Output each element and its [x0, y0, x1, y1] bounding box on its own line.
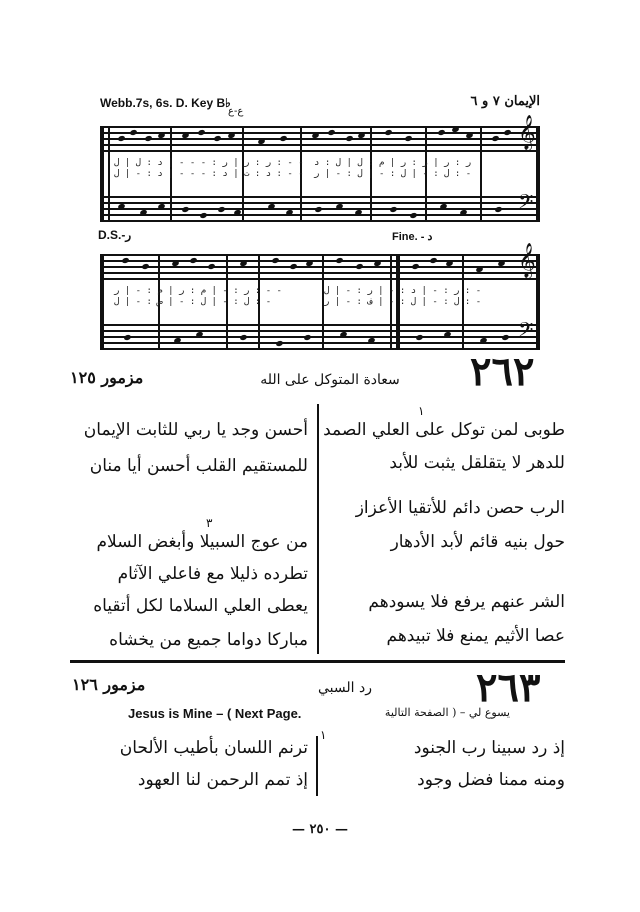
hymn-number: ٢٦٣: [476, 664, 541, 711]
solfa-line: ر : ر | ر : ر | م : ل | ل : د: [314, 158, 472, 168]
music-system-2: [100, 244, 540, 354]
solfa-line: ل : - | ل : - | ص : - | ل : -: [114, 297, 272, 307]
stanza-number: ١: [320, 728, 327, 742]
verse-line: أحسن وجد يا ربي للثابت الإيمان: [83, 420, 308, 440]
verse-line: ومنه ممنا فضل وجود: [417, 770, 565, 790]
column-divider: [317, 404, 319, 654]
verse-line: طوبى لمن توكل على العلي الصمد: [323, 420, 565, 440]
bass-clef-icon: 𝄢: [518, 318, 534, 346]
tune-meter-header: Webb.7s, 6s. D. Key B♭: [100, 96, 231, 110]
verse-line: للدهر لا يتقلقل يثبت للأبد: [389, 453, 565, 473]
verse-line: إذ رد سبينا رب الجنود: [413, 738, 565, 758]
page-number: — ٢٥٠ —: [291, 822, 348, 837]
section-divider: [70, 660, 565, 663]
solfa-line: ر : ر | ر : - - - | د : ل | ل : - -: [114, 158, 304, 168]
verse-line: للمستقيم القلب أحسن أيا منان: [89, 456, 308, 476]
column-divider: [316, 736, 318, 796]
verse-line: مباركا دواما جميع من يخشاه: [109, 630, 308, 650]
tune-reference-english: Jesus is Mine – ( Next Page.: [128, 706, 302, 721]
psalm-reference: مزمور ١٢٥: [70, 368, 144, 387]
treble-clef-icon: 𝄞: [518, 115, 536, 150]
stanza-number: ١: [418, 404, 425, 418]
tune-key-mark: ع-ع: [228, 106, 244, 117]
fine-label: Fine. - د: [392, 231, 433, 243]
verse-line: تطرده ذليلا مع فاعلي الآثام: [117, 564, 308, 584]
stanza-number: ٣: [206, 516, 213, 530]
verse-line: إذ تمم الرحمن لنا العهود: [137, 770, 308, 790]
solfa-line: ر : - | د : - | ر : - | ل : -: [324, 286, 482, 296]
verse-line: من عوج السبيلا وأبغض السلام: [96, 532, 308, 552]
verse-line: ترنم اللسان بأطيب الألحان: [119, 738, 308, 758]
solfa-line: ل : - | ل : - | ل : - | ر : -: [314, 169, 472, 179]
treble-clef-icon: 𝄞: [518, 243, 536, 278]
tune-name-header: الإيمان ٧ و ٦: [470, 94, 540, 109]
solfa-line: ل : - | ل : - | ف : - | ر : -: [324, 297, 482, 307]
ds-label: D.S.-ر: [98, 228, 132, 242]
verse-line: يعطى العلي السلاما لكل أتقياه: [93, 596, 308, 616]
psalm-reference: مزمور ١٢٦: [72, 675, 146, 694]
tune-reference-arabic: يسوع لي – ( الصفحة التالية: [384, 706, 510, 719]
verse-line: حول بنيه قائم لأبد الأدهار: [390, 532, 565, 552]
verse-line: الشر عنهم يرفع فلا يسودهم: [368, 592, 565, 612]
verse-line: عصا الأثيم يمنع فلا تبيدهم: [386, 626, 565, 646]
bass-clef-icon: 𝄢: [518, 190, 534, 218]
solfa-line: د : ت | د : - - - | د : - | ل : - -: [114, 169, 304, 179]
hymn-title: رد السبي: [318, 680, 372, 696]
music-system-1: [100, 116, 540, 226]
solfa-line: ر : - | م : ر | م : - | ر : - -: [114, 286, 282, 296]
hymn-number: ٢٦٢: [470, 348, 535, 395]
verse-line: الرب حصن دائم للأتقيا الأعزاز: [355, 498, 565, 518]
hymn-title: سعادة المتوكل على الله: [260, 372, 400, 388]
